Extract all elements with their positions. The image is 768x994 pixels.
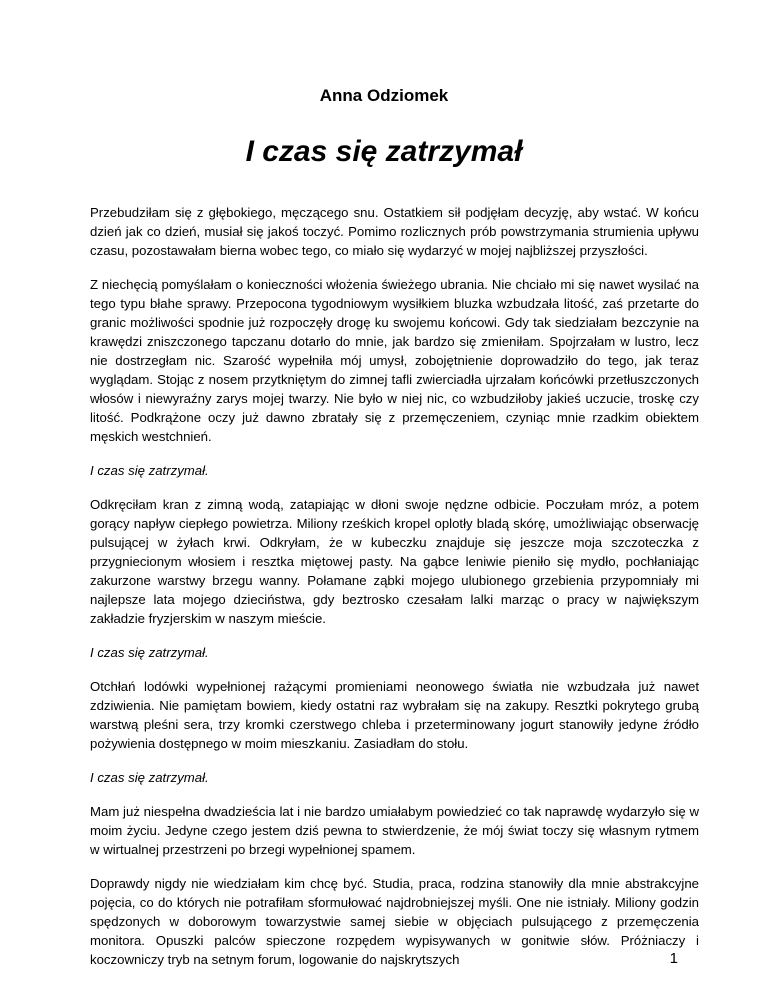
- paragraph: Odkręciłam kran z zimną wodą, zatapiając w dłoni swoje nędzne odbicie. Poczułam mróz, a potem gorący napływ ciepłego powietrza. Miliony rześkich kropel oplotły bladą skórę, umożliwiając obserwację pulsującej w żyłach krwi. Odkryłam, że w kubeczku znajduje się jeszcze moja szczoteczka z przygniecionym włosiem i resztka miętowej pasty. Na gąbce leniwie pieniło się mydło, pochłaniając zakurzone warstwy brzegu wanny. Połamane ząbki mojego ulubionego grzebienia przypomniały mi najlepsze lata mojego dzieciństwa, gdy beztrosko czesałam lalki marząc o pracy w największym zakładzie fryzjerskim w naszym mieście.: [90, 497, 699, 626]
- document-body: [90, 203, 699, 984]
- paragraph: Doprawdy nigdy nie wiedziałam kim chcę być. Studia, praca, rodzina stanowiły dla mnie abstrakcyjne pojęcia, co do których nie potrafiłam sformułować najdrobniejszej myśli. One nie istniały. Miliony godzin spędzonych w doborowym towarzystwie samej siebie w objęciach pulsującego z przemęczenia monitora. Opuszki palców spieczone rozpędem wypisywanych w gonitwie słów. Próżniaczy i koczowniczy tryb na setnym forum, logowanie do najskrytszych: [90, 876, 699, 967]
- author-name: Anna Odziomek: [319, 86, 449, 105]
- refrain-line: I czas się zatrzymał.: [90, 645, 209, 660]
- paragraph: Mam już niespełna dwadzieścia lat i nie bardzo umiałabym powiedzieć co tak naprawdę wydarzyło się w moim życiu. Jedyne czego jestem dziś pewna to stwierdzenie, że mój świat toczy się własnym rytmem w wirtualnej przestrzeni po brzegi wypełnionej spamem.: [90, 804, 699, 857]
- paragraph: Z niechęcią pomyślałam o konieczności włożenia świeżego ubrania. Nie chciało mi się nawet wysilać na tego typu błahe sprawy. Przepocona tygodniowym wysiłkiem bluzka wzbudzała litość, zaś przetarte do granic możliwości spodnie już rozpoczęły drogę ku swojemu końcowi. Gdy tak siedziałam bezczynie na krawędzi zniszczonego tapczanu dotarło do mnie, jak bardzo się zmieniłam. Spojrzałam w lustro, lecz nie dostrzegłam nic. Szarość wypełniła mój umysł, zobojętnienie doprowadziło do tego, jak teraz wyglądam. Stojąc z nosem przytkniętym do zimnej tafli zwierciadła ujrzałam końcówki przetłuszczonych włosów i niewyraźny zarys mojej twarzy. Nie było w niej nic, co wzbudziłoby jakieś uczucie, troskę czy litość. Podkrążone oczy już dawno zbratały się z przemęczeniem, czyniąc mnie rzadkim obiektem męskich westchnień.: [90, 277, 699, 444]
- document-title: I czas się zatrzymał: [245, 135, 523, 168]
- refrain-line: I czas się zatrzymał.: [90, 770, 209, 785]
- page-number: 1: [669, 950, 678, 967]
- refrain-line: I czas się zatrzymał.: [90, 463, 209, 478]
- paragraph: Otchłań lodówki wypełnionej rażącymi promieniami neonowego światła nie wzbudzała już nawet zdziwienia. Nie pamiętam bowiem, kiedy ostatni raz wybrałam się na zakupy. Resztki pokrytego grubą warstwą pleśni sera, trzy kromki czerstwego chleba i przeterminowany jogurt stanowiły jedyne źródło pożywienia dostępnego w moim mieszkaniu. Zasiadłam do stołu.: [90, 679, 699, 751]
- paragraph: Przebudziłam się z głębokiego, męczącego snu. Ostatkiem sił podjęłam decyzję, aby wstać. W końcu dzień jak co dzień, musiał się jakoś toczyć. Pomimo rozlicznych prób powstrzymania strumienia upływu czasu, pozostawałam bierna wobec tego, co miało się wydarzyć w mojej najbliższej przyszłości.: [90, 205, 699, 258]
